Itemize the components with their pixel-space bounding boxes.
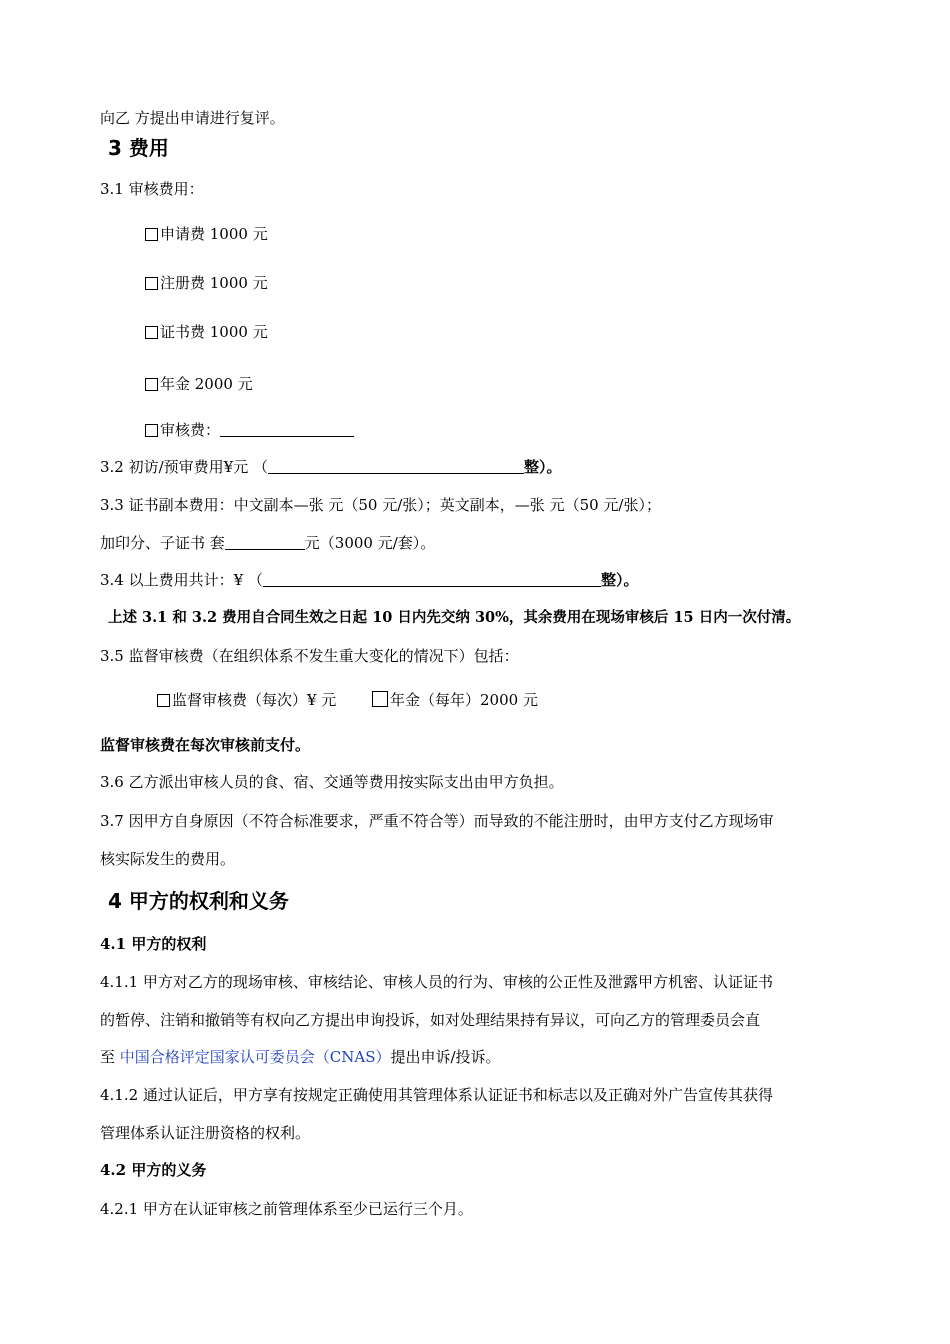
subsection-4-1: 4.1 甲方的权利 bbox=[100, 935, 207, 953]
checkbox-label: 审核费： bbox=[160, 421, 221, 439]
checkbox-label: 年金 2000 元 bbox=[160, 375, 253, 393]
clause-3-5: 3.5 监督审核费（在组织体系不发生重大变化的情况下）包括： bbox=[100, 647, 519, 665]
clause-text: 至 bbox=[100, 1048, 120, 1066]
checkbox-label: 申请费 1000 元 bbox=[160, 225, 268, 243]
clause-4-1-1-end bbox=[100, 1047, 501, 1067]
checkbox-icon[interactable] bbox=[145, 277, 158, 290]
payment-note: 上述 3.1 和 3.2 费用自合同生效之日起 10 日内先交纳 30%，其余费用在现场审核后 15 日内一次付清。 bbox=[108, 609, 801, 626]
clause-3-7: 3.7 因甲方自身原因（不符合标准要求，严重不符合等）而导致的不能注册时，由甲方支付乙方现场审 bbox=[100, 812, 774, 830]
checkbox-label: 证书费 1000 元 bbox=[160, 323, 268, 341]
checkbox-label: 监督审核费（每次）¥ 元 bbox=[172, 691, 337, 709]
checkbox-icon[interactable] bbox=[145, 378, 158, 391]
clause-3-2 bbox=[100, 457, 562, 477]
clause-text: 加印分、子证书 套 bbox=[100, 534, 225, 552]
checkbox-item-audit-fee[interactable] bbox=[145, 420, 354, 440]
clause-3-6: 3.6 乙方派出审核人员的食、宿、交通等费用按实际支出由甲方负担。 bbox=[100, 773, 564, 791]
checkbox-label: 年金（每年）2000 元 bbox=[390, 691, 538, 709]
clause-3-7-continued: 核实际发生的费用。 bbox=[100, 850, 236, 868]
blank-field[interactable] bbox=[225, 535, 305, 550]
section-heading-4: 4 甲方的权利和义务 bbox=[108, 889, 289, 913]
clause-3-3-continued bbox=[100, 533, 435, 553]
blank-field[interactable] bbox=[263, 572, 601, 587]
checkbox-item-certificate-fee[interactable] bbox=[145, 322, 268, 342]
clause-3-1: 3.1 审核费用： bbox=[100, 180, 204, 198]
text-line: 向乙 方提出申请进行复评。 bbox=[100, 109, 285, 127]
blank-field[interactable] bbox=[220, 422, 354, 437]
checkbox-icon[interactable] bbox=[145, 228, 158, 241]
checkbox-item-annual-fee[interactable] bbox=[145, 374, 253, 394]
section-heading-3: 3 费用 bbox=[108, 136, 169, 160]
blank-field[interactable] bbox=[268, 459, 524, 474]
clause-4-1-1-continued: 的暂停、注销和撤销等有权向乙方提出申询投诉，如对处理结果持有异议，可向乙方的管理委员会直 bbox=[100, 1011, 761, 1029]
checkbox-item-supervision-fee[interactable] bbox=[157, 690, 336, 710]
clause-4-1-2-continued: 管理体系认证注册资格的权利。 bbox=[100, 1124, 311, 1142]
supervision-payment-note: 监督审核费在每次审核前支付。 bbox=[100, 736, 311, 754]
cnas-link[interactable]: 中国合格评定国家认可委员会（CNAS） bbox=[119, 1048, 391, 1066]
checkbox-icon[interactable] bbox=[145, 326, 158, 339]
clause-text-end: 整）。 bbox=[524, 458, 562, 476]
checkbox-item-registration-fee[interactable] bbox=[145, 273, 268, 293]
clause-4-1-1: 4.1.1 甲方对乙方的现场审核、审核结论、审核人员的行为、审核的公正性及泄露甲方机密、认证证书 bbox=[100, 973, 773, 991]
checkbox-item-annual-fee-yearly[interactable] bbox=[372, 690, 538, 710]
checkbox-item-application-fee[interactable] bbox=[145, 224, 268, 244]
checkbox-label: 注册费 1000 元 bbox=[160, 274, 268, 292]
clause-4-1-2: 4.1.2 通过认证后，甲方享有按规定正确使用其管理体系认证证书和标志以及正确对外广告宣传其获得 bbox=[100, 1086, 773, 1104]
subsection-4-2: 4.2 甲方的义务 bbox=[100, 1161, 207, 1179]
clause-4-2-1: 4.2.1 甲方在认证审核之前管理体系至少已运行三个月。 bbox=[100, 1200, 473, 1218]
clause-text-end: 元（3000 元/套）。 bbox=[304, 534, 436, 552]
clause-text: 3.4 以上费用共计：¥ （ bbox=[100, 571, 263, 589]
clause-text: 3.2 初访/预审费用¥元 （ bbox=[100, 458, 268, 476]
clause-3-3: 3.3 证书副本费用：中文副本—张 元（50 元/张）；英文副本，—张 元（50 元/张）； bbox=[100, 496, 661, 514]
clause-text-end: 整）。 bbox=[600, 571, 639, 589]
clause-3-4 bbox=[100, 570, 638, 590]
checkbox-icon[interactable] bbox=[372, 691, 388, 707]
checkbox-icon[interactable] bbox=[145, 424, 158, 437]
clause-text-end: 提出申诉/投诉。 bbox=[390, 1048, 501, 1066]
checkbox-icon[interactable] bbox=[157, 694, 170, 707]
